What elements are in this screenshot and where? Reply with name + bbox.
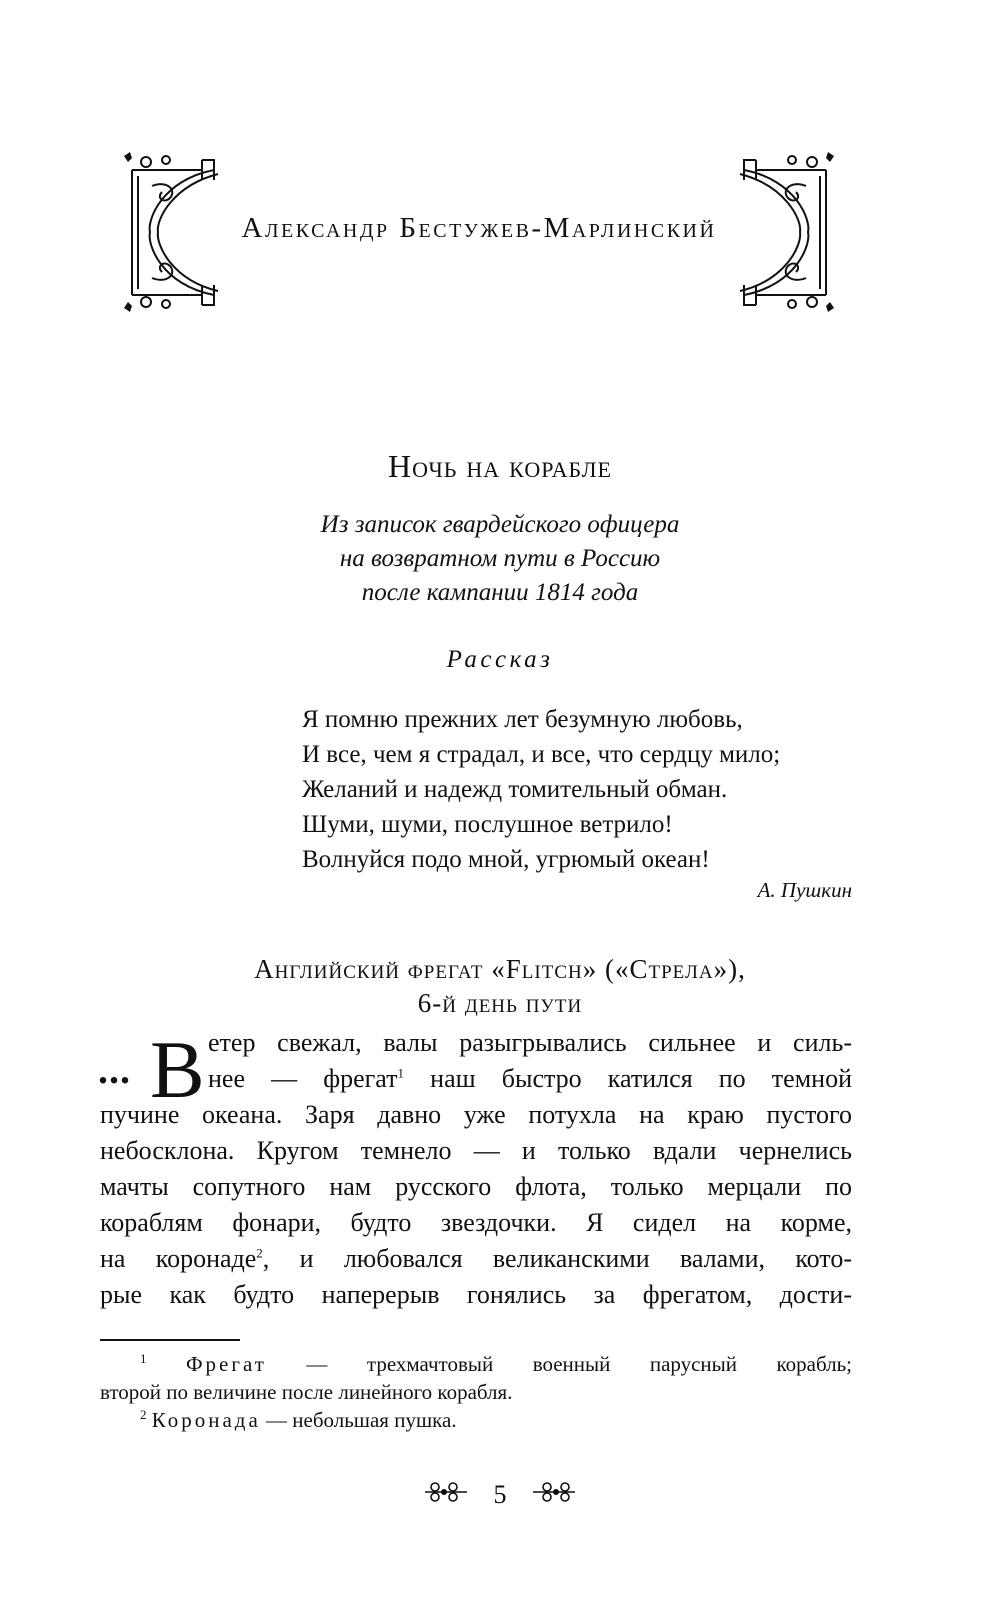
footnote-text: — небольшая пушка. <box>260 1408 457 1432</box>
body-text: наш быстро катился по темной <box>404 1064 852 1093</box>
footnote-term: Фрегат <box>185 1352 267 1376</box>
page-footer <box>0 1478 1000 1511</box>
subtitle-line: после кампании 1814 года <box>361 579 639 606</box>
body-text: , и любовался великанскими валами, кото- <box>262 1244 852 1273</box>
body-line: пучине океана. Заря давно уже потухла на краю пустого <box>100 1100 852 1129</box>
footnote-separator <box>100 1339 240 1341</box>
chapter-line: 6-й день пути <box>417 988 583 1018</box>
epigraph-line: Я помню прежних лет безумную любовь, <box>302 706 743 733</box>
fleuron-left-icon <box>423 1480 469 1511</box>
body-line: мачты сопутного нам русского флота, только мерцали по <box>100 1172 852 1201</box>
epigraph-line: Желаний и надежд томительный обман. <box>302 776 728 803</box>
epigraph-line: Волнуйся подо мной, угрюмый океан! <box>302 846 710 873</box>
epigraph-author: А. Пушкин <box>757 878 852 902</box>
subtitle-line: на возвратном пути в Россию <box>339 545 661 572</box>
footnote-term: Коронада <box>151 1408 261 1432</box>
body-line: рые как будто наперерыв гонялись за фрегатом, дости- <box>100 1280 852 1309</box>
subtitle-line: Из записок гвардейского офицера <box>320 511 680 538</box>
subtitle <box>0 508 1000 610</box>
body-text: нее — фрегат <box>208 1064 398 1093</box>
epigraph-line: Шуми, шуми, послушное ветрило! <box>302 811 673 838</box>
epigraph <box>302 702 780 877</box>
fleuron-right-icon <box>531 1480 577 1511</box>
footnote-ref: 2 <box>256 1245 263 1261</box>
body-line: етер свежал, валы разыгрывались сильнее и силь- <box>208 1028 852 1057</box>
body-line: кораблям фонари, будто звездочки. Я сидел на корме, <box>100 1208 852 1237</box>
footnote-text: — трехмачтовый военный парусный корабль; <box>266 1352 852 1376</box>
body-text: на коронаде <box>100 1244 257 1273</box>
chapter-line: Английский фрегат «Flitch» («Стрела»), <box>254 954 746 984</box>
genre-label: Рассказ <box>446 646 554 673</box>
body-line: небосклона. Кругом темнело — и только вдали чернелись <box>100 1136 852 1165</box>
footnote-2 <box>140 1406 457 1434</box>
footnote-number: 1 <box>140 1351 147 1366</box>
body-line <box>208 1062 852 1096</box>
story-title: Ночь на корабле <box>388 448 612 484</box>
epigraph-line: И все, чем я страдал, и все, что сердцу мило; <box>302 741 781 768</box>
drop-cap: В <box>150 1024 205 1115</box>
footnote-number: 2 <box>140 1407 147 1422</box>
footnote-1 <box>140 1350 852 1378</box>
page-number: 5 <box>493 1480 507 1510</box>
footnote-1-cont: второй по величине после линейного корабля. <box>100 1380 513 1404</box>
chapter-heading <box>0 952 1000 1020</box>
body-line <box>100 1242 852 1276</box>
footnote-ref: 1 <box>397 1065 405 1081</box>
ellipsis-dots: ... <box>98 1047 131 1092</box>
author-name: Александр Бестужев-Марлинский <box>241 212 717 244</box>
